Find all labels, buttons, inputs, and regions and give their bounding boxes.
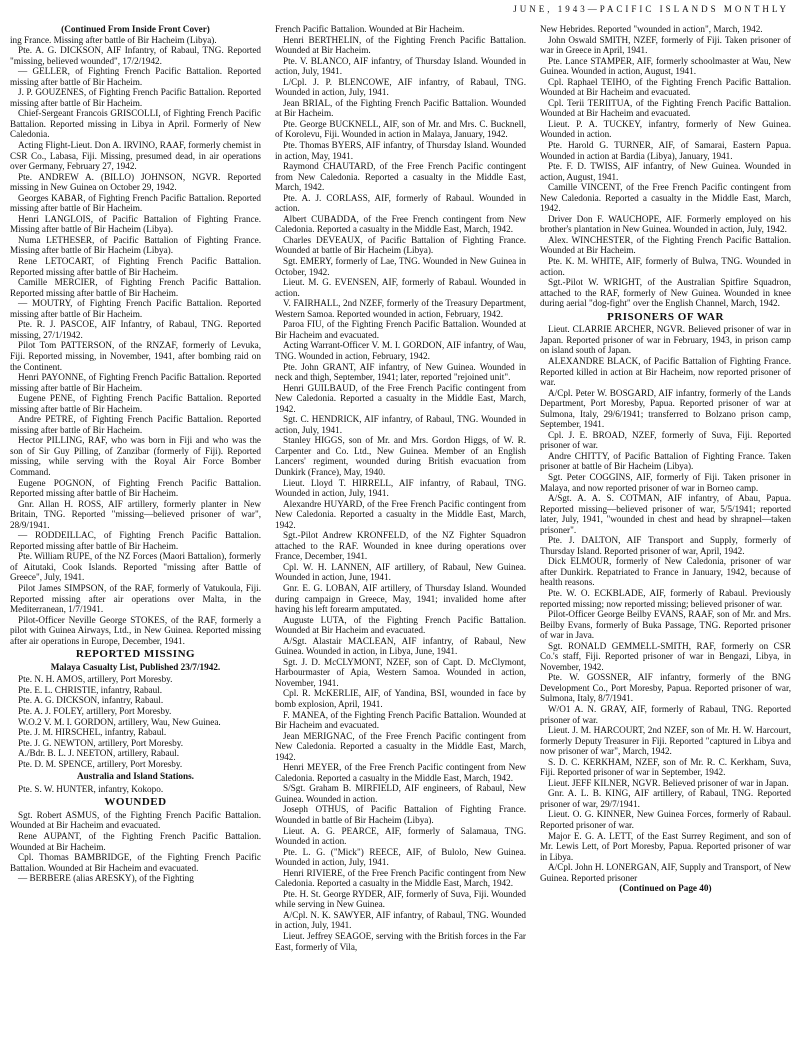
list-entry: Rene LETOCART, of Fighting French Pacific Battalion. Reported missing after battle of Bir Hacheim. [10,256,261,277]
list-entry: — GELLER, of Fighting French Pacific Battalion. Reported missing after battle of Bir Hacheim. [10,66,261,87]
list-entry: F. MANEA, of the Fighting French Pacific Battalion. Wounded at Bir Hacheim and evacuated. [275,709,526,731]
list-entry: Major E. G. A. LETT, of the East Surrey Regiment, and son of Mr. Lewis Lett, of Port Moresby, Papua. Reported prisoner of war in Libya. [540,830,791,862]
list-entry: Alex. WINCHESTER, of the Fighting French Pacific Battalion. Wounded at Bir Hacheim. [540,234,791,256]
list-entry: Jean BRIAL, of the Fighting French Pacific Battalion. Wounded at Bir Hacheim. [275,97,526,119]
list-entry: Paroa FIU, of the Fighting French Pacific Battalion. Wounded at Bir Hacheim and evacuated. [275,319,526,340]
list-entry: — BERBERE (alias ARESKY), of the Fighting [18,873,194,884]
list-entry: Driver Don F. WAUCHOPE, AIF. Formerly employed on his brother's plantation in New Guinea. Wounded in action, July, 1942. [540,213,791,235]
list-entry: Sgt.-Pilot Andrew KRONFELD, of the NZ Fighter Squadron attached to the RAF. Wounded in knee during operations over France, December, 1941. [275,530,526,562]
list-entry: Pte. John GRANT, AIF infantry, of New Guinea. Wounded in neck and thigh, September, 1941; later, reported "rejoined unit". [275,361,526,383]
list-entry: Eugene PENE, of Fighting French Pacific Battalion. Reported missing after battle of Bir Hacheim. [10,393,261,414]
australia-heading: Australia and Island Stations. [77,771,194,782]
list-entry: Acting Flight-Lieut. Don A. IRVINO, RAAF, formerly chemist in CSR Co., Labasa, Fiji. Missing, presumed dead, in air operations over Germany, February 27, 1942. [10,140,261,172]
list-entry: Pte. William RUPE, of the NZ Forces (Maori Battalion), formerly of Aitutaki, Cook Islands. Reported "missing after Battle of Greece", July, 1941. [10,551,261,583]
list-entry: Lieut. A. G. PEARCE, AIF, formerly of Salamaua, TNG. Wounded in action. [275,825,526,847]
list-entry: Acting Warrant-Officer V. M. I. GORDON, AIF infantry, of Wau, TNG. Wounded in action, February, 1942. [275,340,526,361]
list-entry: Pte. R. J. PASCOE, AIF Infantry, of Rabaul, TNG. Reported missing, 27/1/1942. [10,319,261,340]
list-entry: Henri LANGLOIS, of Pacific Battalion of Fighting France. Missing after battle of Bir Hacheim (Libya). [10,213,261,235]
wounded-list-end [540,24,791,309]
list-entry: Pte. L. G. ("Mick") REECE, AIF, of Bulolo, New Guinea. Wounded in action, July, 1941. [275,846,526,868]
list-entry: Pte. F. D. TWISS, AIF infantry, of New Guinea. Wounded in action, August, 1941. [540,161,791,182]
list-entry: W/O1 A. N. GRAY, AIF, formerly of Rabaul, TNG. Reported prisoner of war. [540,704,791,725]
list-entry: Sgt. RONALD GEMMELL-SMITH, RAF, formerly on CSR Co.'s staff, Fiji. Reported prisoner of war in Bengazi, Libya, in November, 1942. [540,640,791,672]
list-entry: John Oswald SMITH, NZEF, formerly of Fiji. Taken prisoner of war in Greece in April, 1941. [540,34,791,56]
list-entry: Sgt.-Pilot W. WRIGHT, of the Australian Spitfire Squadron, attached to the RAF, formerly of New Guinea. Wounded in knee during aerial "dog-fight" over the English Channel, March, 1942. [540,277,791,309]
list-entry: S. D. C. KERKHAM, NZEF, son of Mr. R. C. Kerkham, Suva, Fiji. Reported prisoner of war in September, 1942. [540,756,791,778]
continued-on-note: (Continued on Page 40) [619,883,712,894]
list-entry: A/Cpl. N. K. SAWYER, AIF infantry, of Rabaul, TNG. Wounded in action, July, 1941. [275,909,526,931]
wounded-heading: WOUNDED [104,796,167,809]
list-entry: Henri RIVIERE, of the Free French Pacific contingent from New Caledonia. Reported a casualty in the Middle East, March, 1942. [275,867,526,889]
list-entry: Pilot Tom PATTERSON, of the RNZAF, formerly of Levuka, Fiji. Reported missing, in November, 1941, after bombing raid on the Continent. [10,340,261,372]
reported-missing-heading: REPORTED MISSING [75,648,196,661]
list-entry: Dick ELMOUR, formerly of New Caledonia, prisoner of war after Dunkirk. Repatriated to France in January, 1942, because of health reasons. [540,556,791,588]
list-entry: Camille MERCIER, of Fighting French Pacific Battalion. Reported missing after battle of Bir Hacheim. [10,277,261,298]
entries-list [10,35,261,647]
list-entry: Pte. J. G. NEWTON, artillery, Port Moresby. [18,737,184,748]
list-entry: Henri MEYER, of the Free French Pacific contingent from New Caledonia. Reported a casualty in the Middle East, March, 1942. [275,762,526,783]
list-entry: Andre PETRE, of Fighting French Pacific Battalion. Reported missing after battle of Bir Hacheim. [10,414,261,435]
list-entry: J. P. GOUZENES, of Fighting French Pacific Battalion. Reported missing after battle of Bir Hacheim. [10,87,261,108]
list-entry: Andre CHITTY, of Pacific Battalion of Fighting France. Taken prisoner at battle of Bir Hacheim (Libya). [540,450,791,472]
list-entry: Gnr. E. G. LOBAN, AIF artillery, of Thursday Island. Wounded during campaign in Greece, May, 1941; invalided home after having his left forearm amputated. [275,582,526,615]
list-entry: Stanley HIGGS, son of Mr. and Mrs. Gordon Higgs, of W. R. Carpenter and Co. Ltd., New Guinea. Member of an English Lancers' regiment, wounded during British evacuation from Dunkirk (France), May, 1940. [275,435,526,477]
list-entry: Raymond CHAUTARD, of the Free French Pacific contingent from New Caledonia. Reported a casualty in the Middle East, March, 1942. [275,161,526,193]
list-entry: S/Sgt. Graham B. MIRFIELD, AIF engineers, of Rabaul, New Guinea. Wounded in action. [275,783,526,804]
list-entry: Sgt. J. D. McCLYMONT, NZEF, son of Capt. D. McClymont, Harbourmaster of Apia, Western Samoa. Wounded in action, November, 1941. [275,656,526,688]
continued-from-note: (Continued From Inside Front Cover) [61,24,210,34]
list-entry: Pte. A. G. DICKSON, AIF Infantry, of Rabaul, TNG. Reported "missing, believed wounded", 17/2/1942. [10,45,261,66]
list-entry: Henri BERTHELIN, of the Fighting French Pacific Battalion. Wounded at Bir Hacheim. [275,34,526,56]
wounded-list [10,810,261,884]
list-entry: Pte. ANDREW A. (BILLO) JOHNSON, NGVR. Reported missing in New Guinea on October 29, 1942. [10,171,261,193]
list-entry: Pte. D. M. SPENCE, artillery, Port Moresby. [18,758,183,769]
list-entry: ALEXANDRE BLACK, of Pacific Battalion of Fighting France. Reported killed in action at Bir Hacheim, now reported prisoner of war. [540,355,791,388]
list-entry: Henri GUILBAUD, of the Free French Pacific contingent from New Caledonia. Reported a casualty in the Middle East, March, 1942. [275,382,526,414]
column-2 [275,24,526,1049]
list-entry: Sgt. Peter COGGINS, AIF, formerly of Fiji. Taken prisoner in Malaya, and now reported prisoner of war in Borneo camp. [540,471,791,493]
running-head: JUNE, 1943—PACIFIC ISLANDS MONTHLY [513,4,789,14]
list-entry: Gnr. A. L. B. KING, AIF artillery, of Rabaul, TNG. Reported prisoner of war, 29/7/1941. [540,788,791,809]
list-entry: Pte. E. L. CHRISTIE, infantry, Rabaul. [18,684,163,695]
list-entry: Pte. S. W. HUNTER, infantry, Kokopo. [18,783,164,794]
list-entry: Lieut. Jeffrey SEAGOE, serving with the British forces in the Far East, formerly of Vila, [275,931,526,952]
list-entry: Chief-Sergeant Francois GRISCOLLI, of Fighting French Pacific Battalion. Reported missing in Libya in April. Formerly of New Caledonia. [10,108,261,140]
wounded-list-continued [275,24,526,952]
list-entry: A/Sgt. Alastair MACLEAN, AIF infantry, of Rabaul, New Guinea. Wounded in action, in Libya, June, 1941. [275,635,526,657]
list-entry: — MOUTRY, of Fighting French Pacific Battalion. Reported missing after battle of Bir Hacheim. [10,298,261,319]
list-entry: Rene AUPANT, of the Fighting French Pacific Battalion. Wounded at Bir Hacheim. [10,831,261,852]
list-entry: Pte. A. J. FOLEY, artillery, Port Moresby. [18,706,172,716]
list-entry: Pte. W. GOSSNER, AIF infantry, formerly of the BNG Development Co., Port Moresby, Papua. Reported prisoner of war, Sulmona, Italy, 8/7/1941. [540,672,791,704]
list-entry: Pte. K. M. WHITE, AIF, formerly of Bulwa, TNG. Wounded in action. [540,256,791,277]
list-entry: V. FAIRHALL, 2nd NZEF, formerly of the Treasury Department, Western Samoa. Reported wounded in action, February, 1942. [275,298,526,319]
prisoners-of-war-heading: PRISONERS OF WAR [607,310,724,323]
list-entry: Albert CUBADDA, of the Free French contingent from New Caledonia. Reported a casualty in the Middle East, March, 1942. [275,213,526,235]
list-entry: A/Sgt. A. A. S. COTMAN, AIF infantry, of Abau, Papua. Reported missing—believed prisoner of war, 5/5/1941; reported later, July, 1941, "wounded in chest and head by shrapnel—taken prisoner". [540,493,791,535]
list-entry: Pilot-Officer George Beilby EVANS, RAAF, son of Mr. and Mrs. Beilby Evans, formerly of Buka Passage, TNG. Reported prisoner of war in Java. [540,609,791,641]
list-entry: Camille VINCENT, of the Free French Pacific contingent from New Caledonia. Reported a casualty in the Middle East, March, 1942. [540,182,791,214]
list-entry: Eugene POGNON, of Fighting French Pacific Battalion. Reported missing after battle of Bir Hacheim. [10,477,261,499]
list-entry: Lieut. M. G. EVENSEN, AIF, formerly of Rabaul. Wounded in action. [275,277,526,298]
list-entry: Charles DEVEAUX, of Pacific Battalion of Fighting France. Wounded at battle of Bir Hacheim (Libya). [275,234,526,256]
list-entry: W.O.2 V. M. I. GORDON, artillery, Wau, New Guinea. [18,716,221,727]
list-entry: Pte. W. O. ECKBLADE, AIF, formerly of Rabaul. Previously reported missing; now reported missing; believed prisoner of war. [540,587,791,609]
list-entry: Pilot James SIMPSON, of the RAF, formerly of Vatukoula, Fiji. Reported missing after air operations over Malta, in the Mediterranean, 1/7/1941. [10,582,261,615]
list-entry: Lieut. JEFF KILNER, NGVR. Believed prisoner of war in Japan. [548,777,789,788]
list-entry: Lieut. CLARRIE ARCHER, NGVR. Believed prisoner of war in Japan. Reported prisoner of war in February, 1943, in prison camp on island south of Japan. [540,324,791,356]
list-entry: Henri PAYONNE, of Fighting French Pacific Battalion. Reported missing after battle of Bir Hacheim. [10,372,261,393]
malaya-heading: Malaya Casualty List, Published 23/7/1942. [50,661,221,672]
list-entry: Pte. George BUCKNELL, AIF, son of Mr. and Mrs. C. Bucknell, of Korolevu, Fiji. Wounded in action in Malaya, January, 1942. [275,118,526,140]
list-entry: Pte. N. H. AMOS, artillery, Port Moresby. [18,674,173,685]
list-entry: Cpl. Thomas BAMBRIDGE, of the Fighting French Pacific Battalion. Wounded at Bir Hacheim and evacuated. [10,852,261,873]
list-entry: New Hebrides. Reported "wounded in action", March, 1942. [540,24,763,34]
australia-list [10,784,261,795]
list-entry: Sgt. Robert ASMUS, of the Fighting French Pacific Battalion. Wounded at Bir Hacheim and evacuated. [10,809,261,831]
list-entry: French Pacific Battalion. Wounded at Bir Hacheim. [275,24,465,34]
list-entry: Lieut. J. M. HARCOURT, 2nd NZEF, son of Mr. H. W. Harcourt, formerly Deputy Treasurer in Fiji. Reported "captured in Libya and now prisoner of war", March, 1942. [540,725,791,757]
list-entry: Cpl. Terii TERIITUA, of the Fighting French Pacific Battalion. Wounded at Bir Hacheim and evacuated. [540,97,791,119]
list-entry: Pte. Lance STAMPER, AIF, formerly schoolmaster at Wau, New Guinea. Wounded in action, August, 1941. [540,55,791,77]
list-entry: Pte. H. St. George RYDER, AIF, formerly of Suva, Fiji. Wounded while serving in New Guinea. [275,888,526,910]
malaya-list [10,674,261,769]
list-entry: Pte. Harold G. TURNER, AIF, of Samarai, Eastern Papua. Wounded in action at Bardia (Libya), January, 1941. [540,140,791,161]
list-entry: Cpl. W. H. LANNEN, AIF artillery, of Rabaul, New Guinea. Wounded in action, June, 1941. [275,561,526,583]
column-1 [10,24,261,1049]
list-entry: Cpl. Raphael TEIHO, of the Fighting French Pacific Battalion. Wounded at Bir Hacheim and evacuated. [540,76,791,98]
list-entry: Gnr. Allan H. ROSS, AIF artillery, formerly planter in New Britain, TNG. Reported "missing—believed prisoner of war", 28/9/1941. [10,498,261,530]
list-entry: Alexandre HUYARD, of the Free French Pacific contingent from New Caledonia. Reported a casualty in the Middle East, March, 1942. [275,498,526,530]
list-entry: Cpl. R. McKERLIE, AIF, of Yandina, BSI, wounded in face by bomb explosion, April, 1941. [275,688,526,709]
list-entry: A/Cpl. Peter W. BOSGARD, AIF infantry, formerly of the Lands Department, Port Moresby, Papua. Reported prisoner of war at Sulmona, Italy, 29/6/1941; transferred to Bolzano prison camp, September, 1941. [540,387,791,430]
list-entry: Hector PILLING, RAF, who was born in Fiji and who was the son of Sir Guy Pilling, of Zanzibar (formerly of Fiji). Reported missing, while serving with the Royal Air Force Bomber Command. [10,435,261,477]
column-3 [540,24,791,1049]
list-entry: Cpl. J. E. BROAD, NZEF, formerly of Suva, Fiji. Reported prisoner of war. [540,429,791,451]
list-entry: ing France. Missing after battle of Bir Hacheim (Libya). [10,34,217,45]
list-entry: Sgt. C. HENDRICK, AIF infantry, of Rabaul, TNG. Wounded in action, July, 1941. [275,414,526,435]
list-entry: Joseph OTHUS, of Pacific Battalion of Fighting France. Wounded in battle of Bir Hacheim (Libya). [275,804,526,826]
list-entry: Lieut. Lloyd T. HIRRELL, AIF infantry, of Rabaul, TNG. Wounded in action, July, 1941. [275,477,526,499]
list-entry: Auguste LUTA, of the Fighting French Pacific Battalion. Wounded at Bir Hacheim and evacuated. [275,614,526,636]
list-entry: — RODDEILLAC, of Fighting French Pacific Battalion. Reported missing after battle of Bir Hacheim. [10,530,261,551]
list-entry: A/Cpl. John H. LONERGAN, AIF, Supply and Transport, of New Guinea. Reported prisoner [540,862,791,883]
list-entry: Georges KABAR, of Fighting French Pacific Battalion. Reported missing after battle of Bir Hacheim. [10,192,261,214]
list-entry: Pilot-Officer Neville George STOKES, of the RAF, formerly a pilot with Guinea Airways, Ltd., in New Guinea. Reported missing after air operations in Europe, December, 1941. [10,614,261,646]
list-entry: Sgt. EMERY, formerly of Lae, TNG. Wounded in New Guinea in October, 1942. [275,256,526,277]
list-entry: Numa LETHESER, of Pacific Battalion of Fighting France. Missing after battle of Bir Hacheim (Libya). [10,234,261,256]
columns [10,24,791,1049]
list-entry: Pte. J. DALTON, AIF Transport and Supply, formerly of Thursday Island. Reported prisoner of war, April, 1942. [540,535,791,556]
list-entry: Lieut. P. A. TUCKEY, infantry, formerly of New Guinea. Wounded in action. [540,118,791,140]
list-entry: Jean MERIGNAC, of the Free French Pacific contingent from New Caledonia. Reported a casualty in the Middle East, March, 1942. [275,730,526,762]
list-entry: Pte. A. G. DICKSON, infantry, Rabaul. [18,695,164,706]
list-entry: Pte. J. M. HIRSCHEL, infantry, Rabaul. [18,727,167,738]
list-entry: Pte. Thomas BYERS, AIF infantry, of Thursday Island. Wounded in action, May, 1941. [275,140,526,161]
list-entry: Pte. V. BLANCO, AIF infantry, of Thursday Island. Wounded in action, July, 1941. [275,55,526,77]
list-entry: A./Bdr. B. L. J. NEETON, artillery, Rabaul. [18,748,180,759]
list-entry: L/Cpl. J. P. BLENCOWE, AIF infantry, of Rabaul, TNG. Wounded in action, July, 1941. [275,76,526,98]
prisoners-of-war-list [540,324,791,883]
list-entry: Lieut. O. G. KINNER, New Guinea Forces, formerly of Rabaul. Reported prisoner of war. [540,809,791,831]
list-entry: Pte. A. J. CORLASS, AIF, formerly of Rabaul. Wounded in action. [275,192,526,214]
